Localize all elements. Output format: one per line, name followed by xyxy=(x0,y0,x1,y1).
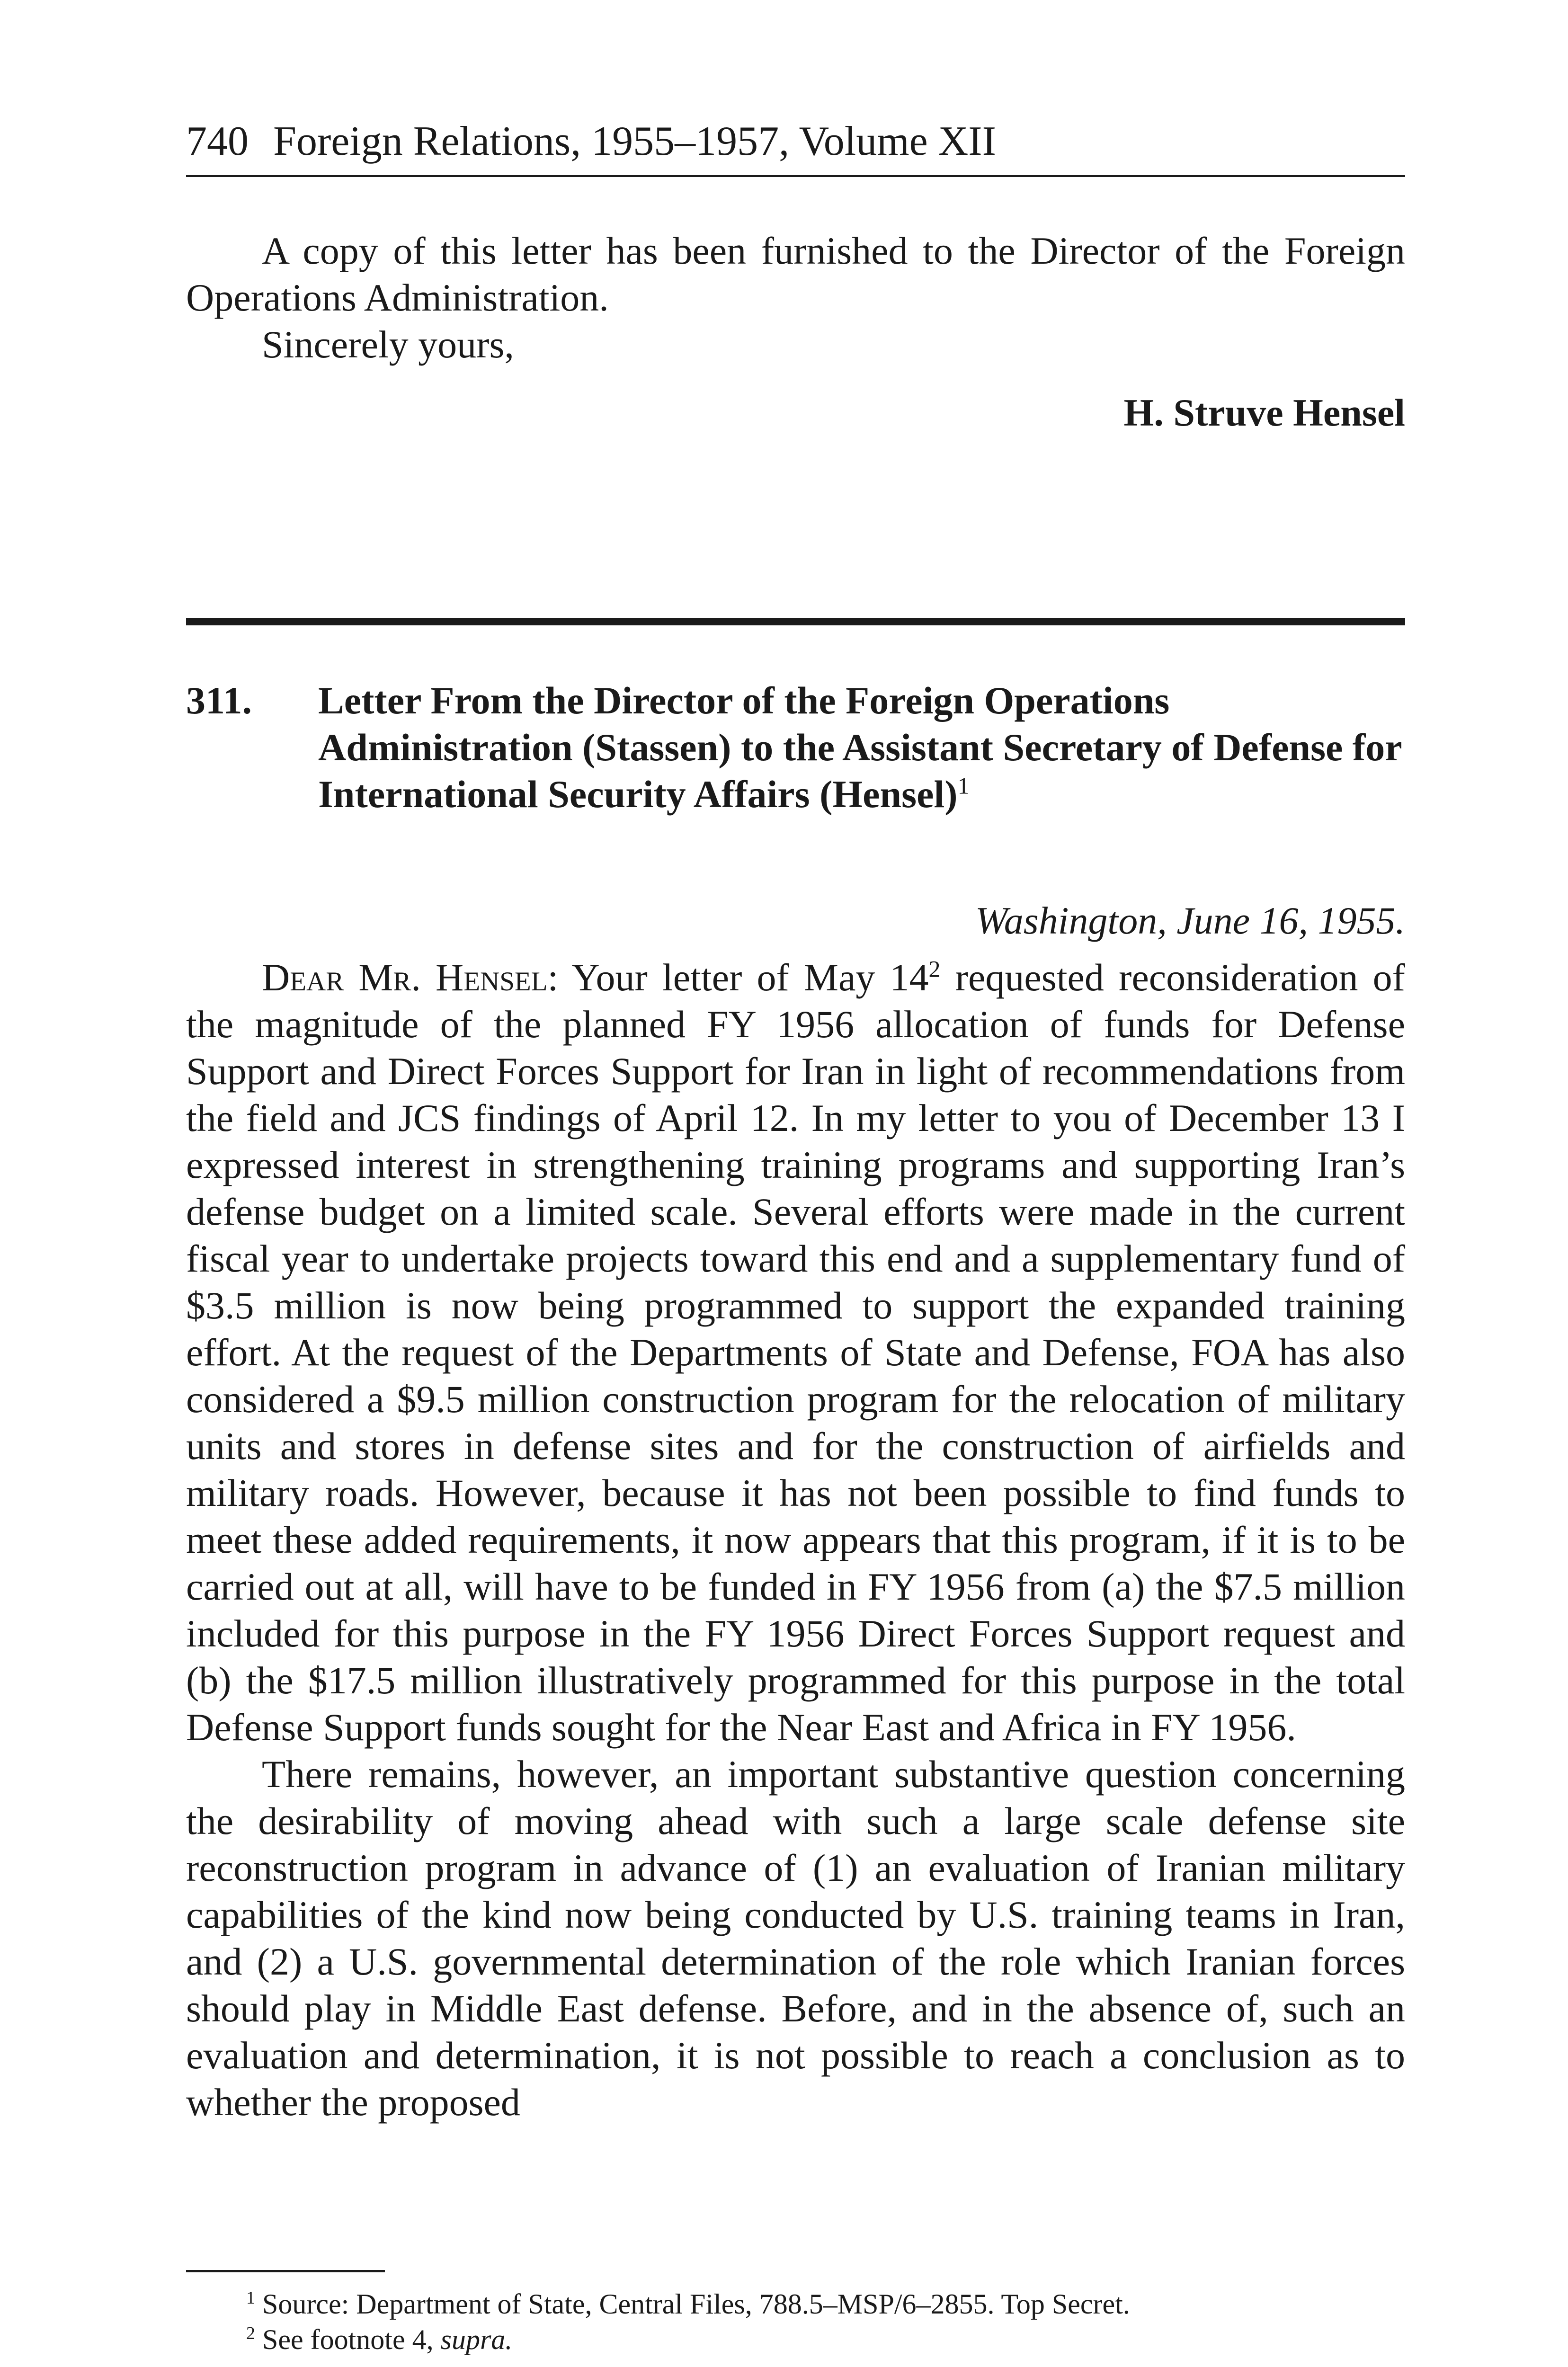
footnote-2-marker: 2 xyxy=(246,2323,255,2343)
footnotes xyxy=(246,2287,1405,2358)
paragraph-1-footnote-ref: 2 xyxy=(928,955,941,982)
running-title: Foreign Relations, 1955–1957, Volume XII xyxy=(273,118,996,164)
header-rule xyxy=(186,175,1405,177)
title-footnote-ref: 1 xyxy=(957,772,970,799)
page-number: 740 xyxy=(186,118,249,164)
running-header xyxy=(186,118,1405,164)
footnote-1 xyxy=(246,2287,1405,2322)
complimentary-close: Sincerely yours, xyxy=(262,323,514,366)
signature: H. Struve Hensel xyxy=(1123,391,1405,434)
dateline: Washington, June 16, 1955. xyxy=(975,899,1405,942)
footnote-2-text: See footnote 4, xyxy=(255,2324,441,2355)
footnote-2 xyxy=(246,2322,1405,2358)
body-paragraph-2: There remains, however, an important substantive question concerning the desirability of moving ahead with such a large scale defense site reconstruction program in advance of (1) an evaluation of Iranian military capabilities of the kind now being conducted by U.S. training teams in Iran, and (2) a U.S. governmental determination of the role which Iranian forces should play in Middle East defense. Before, and in the absence of, such an evaluation and determination, it is not possible to reach a conclusion as to whether the proposed xyxy=(186,1753,1405,2124)
document-title-block xyxy=(318,677,1405,818)
previous-letter-ending xyxy=(186,227,1405,368)
document-title: Letter From the Director of the Foreign Operations Administration (Stassen) to the Assistant Secretary of Defense for International Security Affairs (Hensel) xyxy=(318,679,1402,816)
salutation: Dear Mr. Hensel: xyxy=(262,956,559,999)
footnote-rule xyxy=(186,2270,385,2272)
letter-body xyxy=(186,954,1405,2126)
previous-letter-closing-paragraph: A copy of this letter has been furnished to the Director of the Foreign Operations Administration. xyxy=(186,229,1405,319)
footnote-2-italic: supra. xyxy=(440,2324,513,2355)
paragraph-1-text: requested reconsideration of the magnitude of the planned FY 1956 allocation of funds for Defense Support and Direct Forces Support for Iran in light of recommendations from the field and JCS findings of April 12. In my letter to you of December 13 I expressed interest in strengthening training programs and supporting Iran’s defense budget on a limited scale. Several efforts were made in the current fiscal year to undertake projects toward this end and a supplementary fund of $3.5 million is now being programmed to support the expanded training effort. At the request of the Departments of State and Defense, FOA has also considered a $9.5 million construction program for the relocation of military units and stores in defense sites and for the construction of airfields and military roads. However, because it has not been possible to find funds to meet these added requirements, it now appears that this program, if it is to be carried out at all, will have to be funded in FY 1956 from (a) the $7.5 million included for this purpose in the FY 1956 Direct Forces Support request and (b) the $17.5 million illustratively programmed for this purpose in the total Defense Support funds sought for the Near East and Africa in FY 1956. xyxy=(186,956,1405,1749)
footnote-1-text: Source: Department of State, Central Files, 788.5–MSP/6–2855. Top Secret. xyxy=(255,2288,1130,2320)
footnote-1-marker: 1 xyxy=(246,2288,255,2308)
body-paragraph-1 xyxy=(186,954,1405,1751)
section-divider xyxy=(186,618,1405,625)
document-number: 311. xyxy=(186,679,252,722)
paragraph-1-opening: Your letter of May 14 xyxy=(558,956,929,999)
